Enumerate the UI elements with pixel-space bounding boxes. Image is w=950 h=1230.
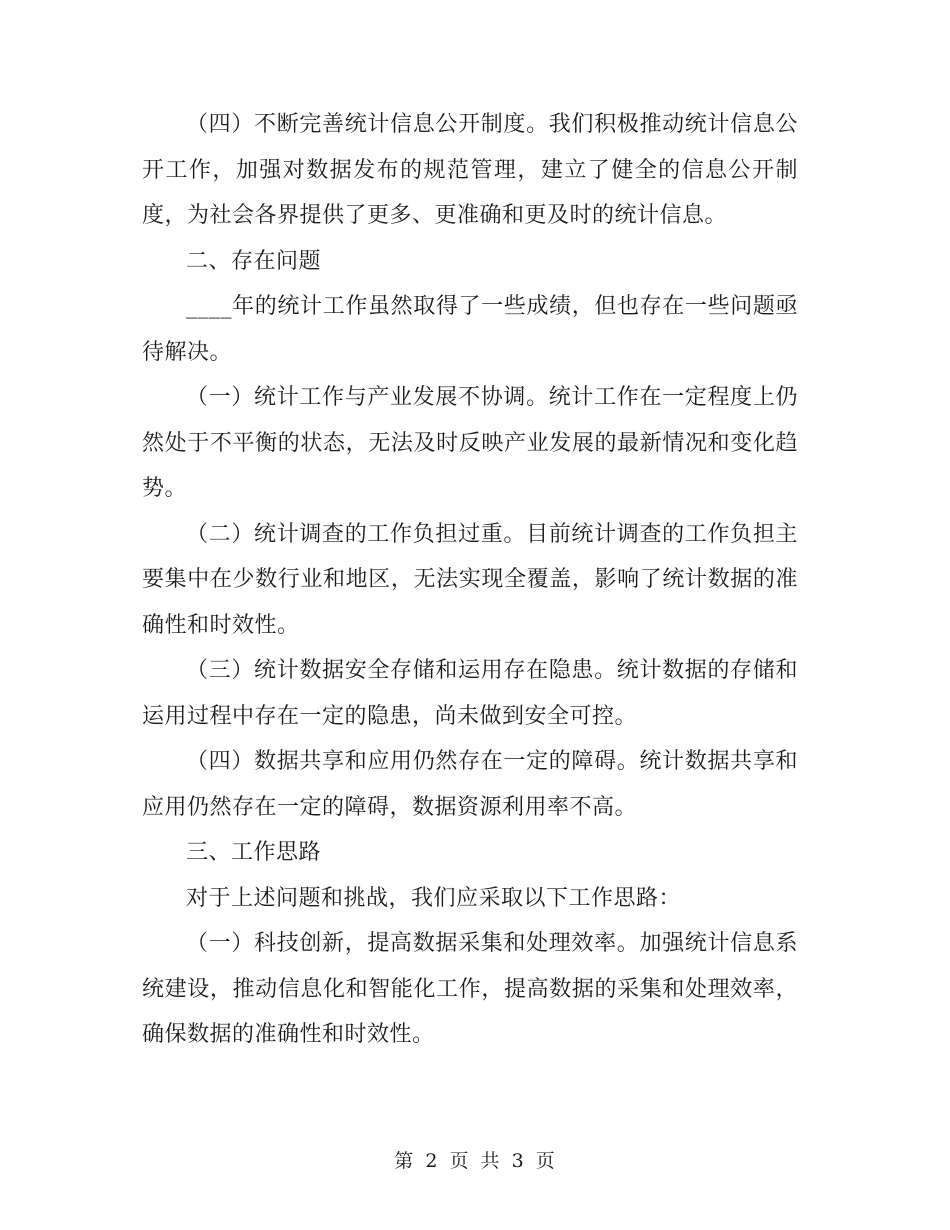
footer-prefix: 第: [394, 1150, 415, 1172]
problems-intro-text: 年的统计工作虽然取得了一些成绩，但也存在一些问题亟待解决。: [142, 294, 798, 365]
footer-suffix: 页: [535, 1150, 556, 1172]
current-page-number: 2: [425, 1150, 439, 1172]
paragraph-approach-1: （一）科技创新，提高数据采集和处理效率。加强统计信息系统建设，推动信息化和智能化工作，提高数据的采集和处理效率，确保数据的准确性和时效性。: [142, 931, 798, 1047]
section-heading-work-approach: 三、工作思路: [186, 840, 322, 865]
year-blank: ____: [186, 294, 232, 319]
footer-page-word: 页: [449, 1150, 470, 1172]
paragraph-problem-2: （二）统计调查的工作负担过重。目前统计调查的工作负担主要集中在少数行业和地区，无法实现全覆盖，影响了统计数据的准确性和时效性。: [142, 521, 798, 638]
paragraph-problem-4: （四）数据共享和应用仍然存在一定的障碍。统计数据共享和应用仍然存在一定的障碍，数据资源利用率不高。: [142, 749, 798, 820]
paragraph-problems-intro: [142, 284, 798, 375]
footer-total-word: 共: [480, 1150, 501, 1172]
page-footer: [0, 1146, 950, 1173]
paragraph-problem-1: （一）统计工作与产业发展不协调。统计工作在一定程度上仍然处于不平衡的状态，无法及时反映产业发展的最新情况和变化趋势。: [142, 385, 798, 501]
paragraph-statistics-disclosure: （四）不断完善统计信息公开制度。我们积极推动统计信息公开工作，加强对数据发布的规范管理，建立了健全的信息公开制度，为社会各界提供了更多、更准确和更及时的统计信息。: [142, 112, 798, 228]
document-body: [142, 102, 798, 1058]
paragraph-approach-intro: 对于上述问题和挑战，我们应采取以下工作思路：: [186, 885, 682, 911]
paragraph-problem-3: （三）统计数据安全存储和运用存在隐患。统计数据的存储和运用过程中存在一定的隐患，尚未做到安全可控。: [142, 658, 798, 729]
section-heading-problems: 二、存在问题: [186, 248, 322, 274]
total-page-count: 3: [511, 1150, 525, 1172]
